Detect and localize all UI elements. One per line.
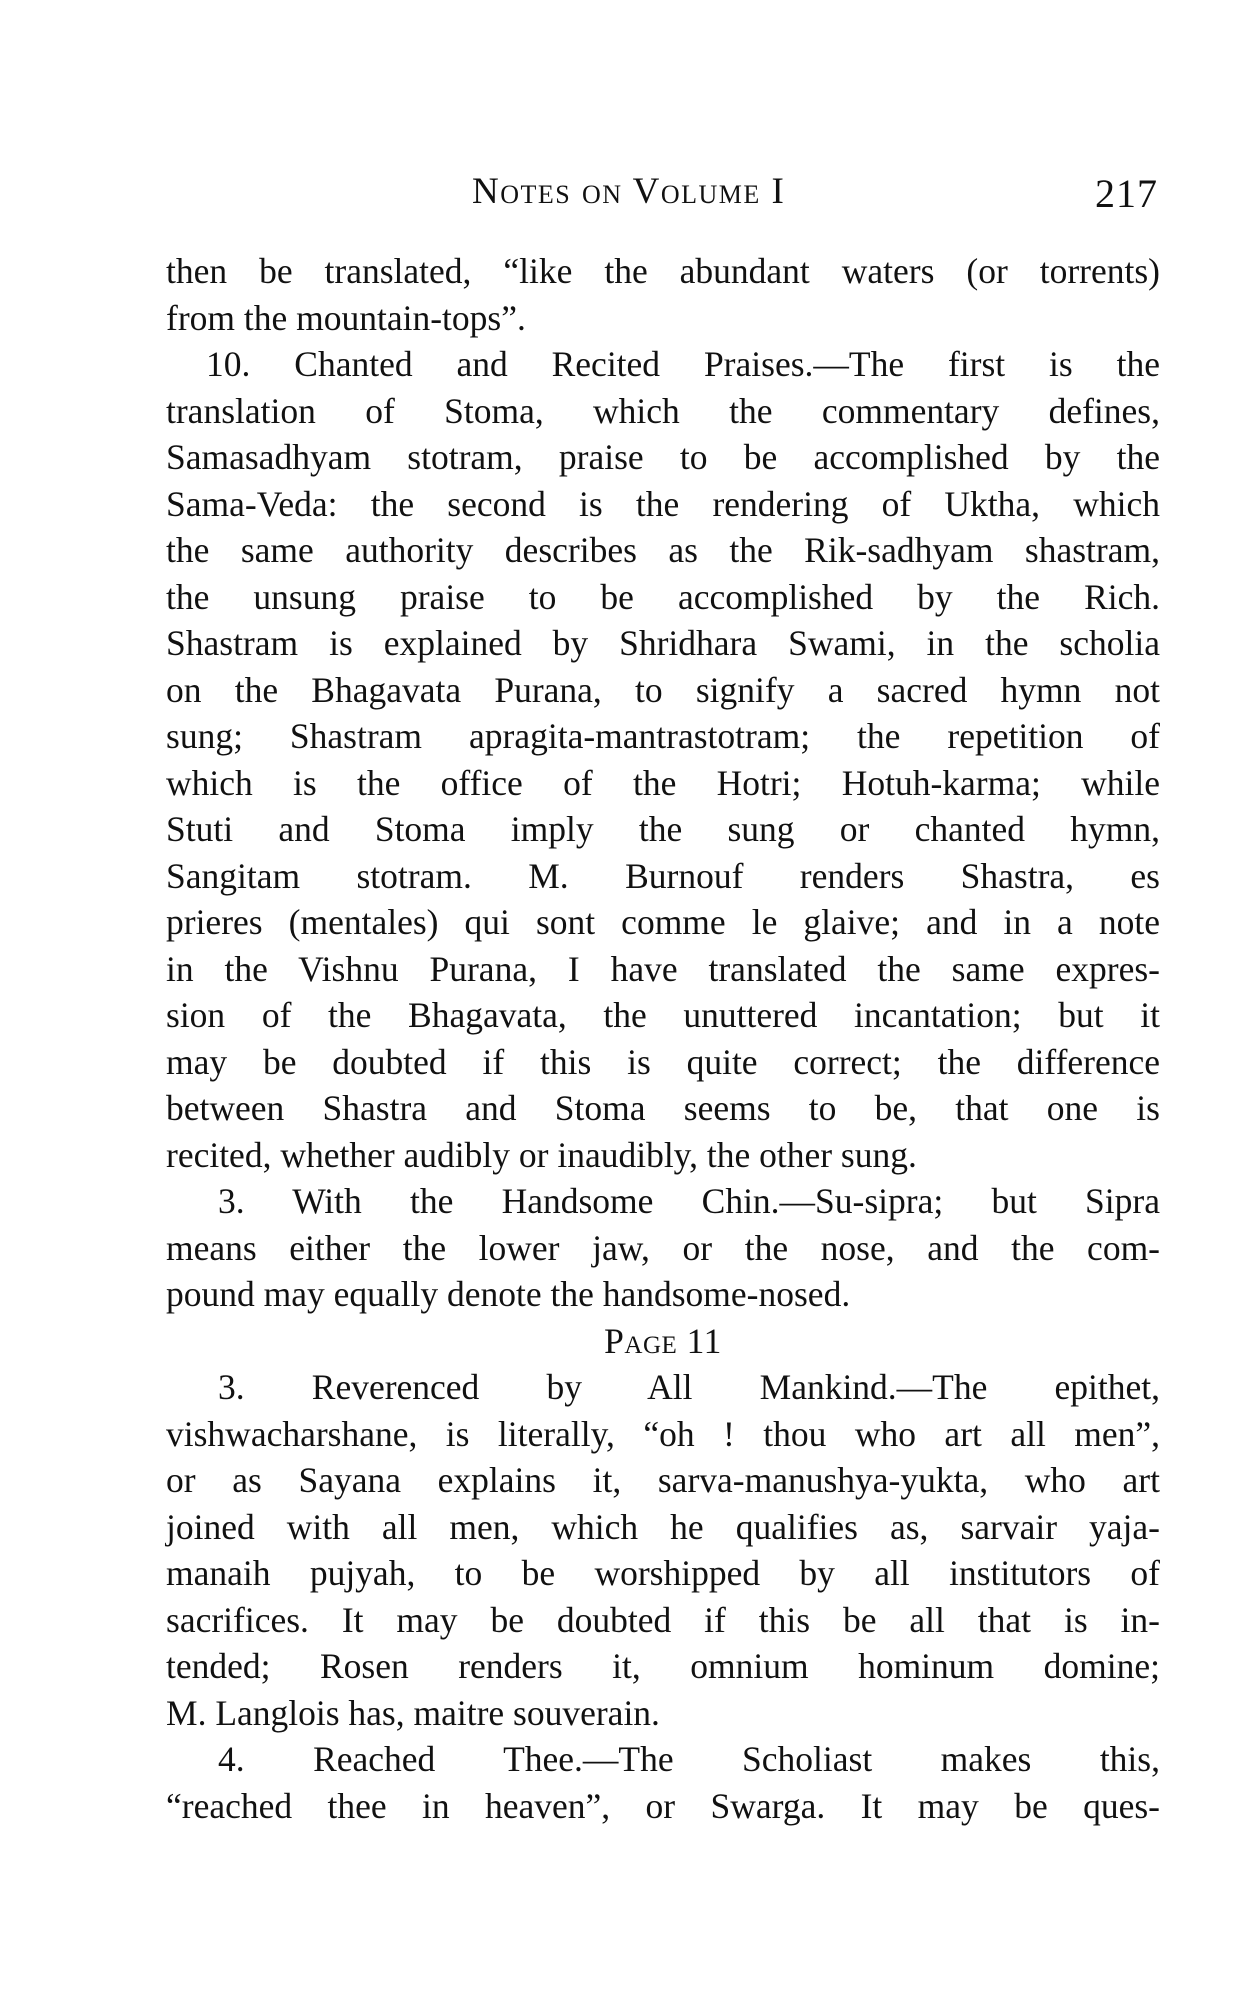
text-line: sion of the Bhagavata, the unuttered incantation; but it bbox=[166, 995, 1160, 1035]
text-line: tended; Rosen renders it, omnium hominum domine; bbox=[166, 1646, 1160, 1686]
text-line: translation of Stoma, which the commentary defines, bbox=[166, 390, 1160, 431]
text-line: on the Bhagavata Purana, to signify a sacred hymn not bbox=[166, 669, 1160, 710]
text-line: the same authority describes as the Rik-sadhyam shastram, bbox=[166, 530, 1160, 570]
note-heading-line: 10. Chanted and Recited Praises.—The first is the bbox=[206, 344, 1160, 384]
text-line: sacrifices. It may be doubted if this be all that is in- bbox=[166, 1599, 1160, 1640]
text-line: between Shastra and Stoma seems to be, that one is bbox=[166, 1088, 1160, 1128]
note-heading-line: 3. Reverenced by All Mankind.—The epithet, bbox=[218, 1367, 1160, 1407]
text-line: joined with all men, which he qualifies as, sarvair yaja- bbox=[166, 1506, 1160, 1547]
text-line: manaih pujyah, to be worshipped by all institutors of bbox=[166, 1553, 1160, 1593]
text-line: vishwacharshane, is literally, “oh ! thou who art all men”, bbox=[166, 1413, 1160, 1454]
text-line: which is the office of the Hotri; Hotuh-karma; while bbox=[166, 762, 1160, 803]
text-line: then be translated, “like the abundant waters (or torrents) bbox=[166, 251, 1160, 291]
text-line: Shastram is explained by Shridhara Swami, in the scholia bbox=[166, 623, 1160, 663]
text-line: Sangitam stotram. M. Burnouf renders Shastra, es bbox=[166, 855, 1160, 896]
text-line: the unsung praise to be accomplished by the Rich. bbox=[166, 576, 1160, 617]
text-line: from the mountain-tops”. bbox=[166, 297, 526, 338]
text-line: Stuti and Stoma imply the sung or chanted hymn, bbox=[166, 809, 1160, 849]
text-line: may be doubted if this is quite correct; the difference bbox=[166, 1041, 1160, 1082]
text-line: prieres (mentales) qui sont comme le glaive; and in a note bbox=[166, 902, 1160, 942]
running-head: Notes on Volume I bbox=[472, 171, 786, 212]
body-text bbox=[166, 248, 1160, 1829]
page-number: 217 bbox=[1095, 171, 1158, 216]
text-line: means either the lower jaw, or the nose, and the com- bbox=[166, 1227, 1160, 1268]
text-line: M. Langlois has, maitre souverain. bbox=[166, 1692, 660, 1733]
text-line: or as Sayana explains it, sarva-manushya-yukta, who art bbox=[166, 1460, 1160, 1500]
text-line: sung; Shastram apragita-mantrastotram; the repetition of bbox=[166, 716, 1160, 756]
page-reference-heading: Page 11 bbox=[604, 1320, 722, 1361]
text-line: “reached thee in heaven”, or Swarga. It may be ques- bbox=[166, 1785, 1160, 1826]
text-line: recited, whether audibly or inaudibly, the other sung. bbox=[166, 1134, 917, 1175]
page-header bbox=[168, 170, 1158, 220]
text-line: in the Vishnu Purana, I have translated the same expres- bbox=[166, 948, 1160, 989]
text-line: Samasadhyam stotram, praise to be accomplished by the bbox=[166, 437, 1160, 477]
note-heading-line: 3. With the Handsome Chin.—Su-sipra; but Sipra bbox=[218, 1181, 1160, 1221]
text-line: Sama-Veda: the second is the rendering of Uktha, which bbox=[166, 483, 1160, 524]
note-heading-line: 4. Reached Thee.—The Scholiast makes this, bbox=[218, 1739, 1160, 1779]
text-line: pound may equally denote the handsome-nosed. bbox=[166, 1274, 851, 1314]
